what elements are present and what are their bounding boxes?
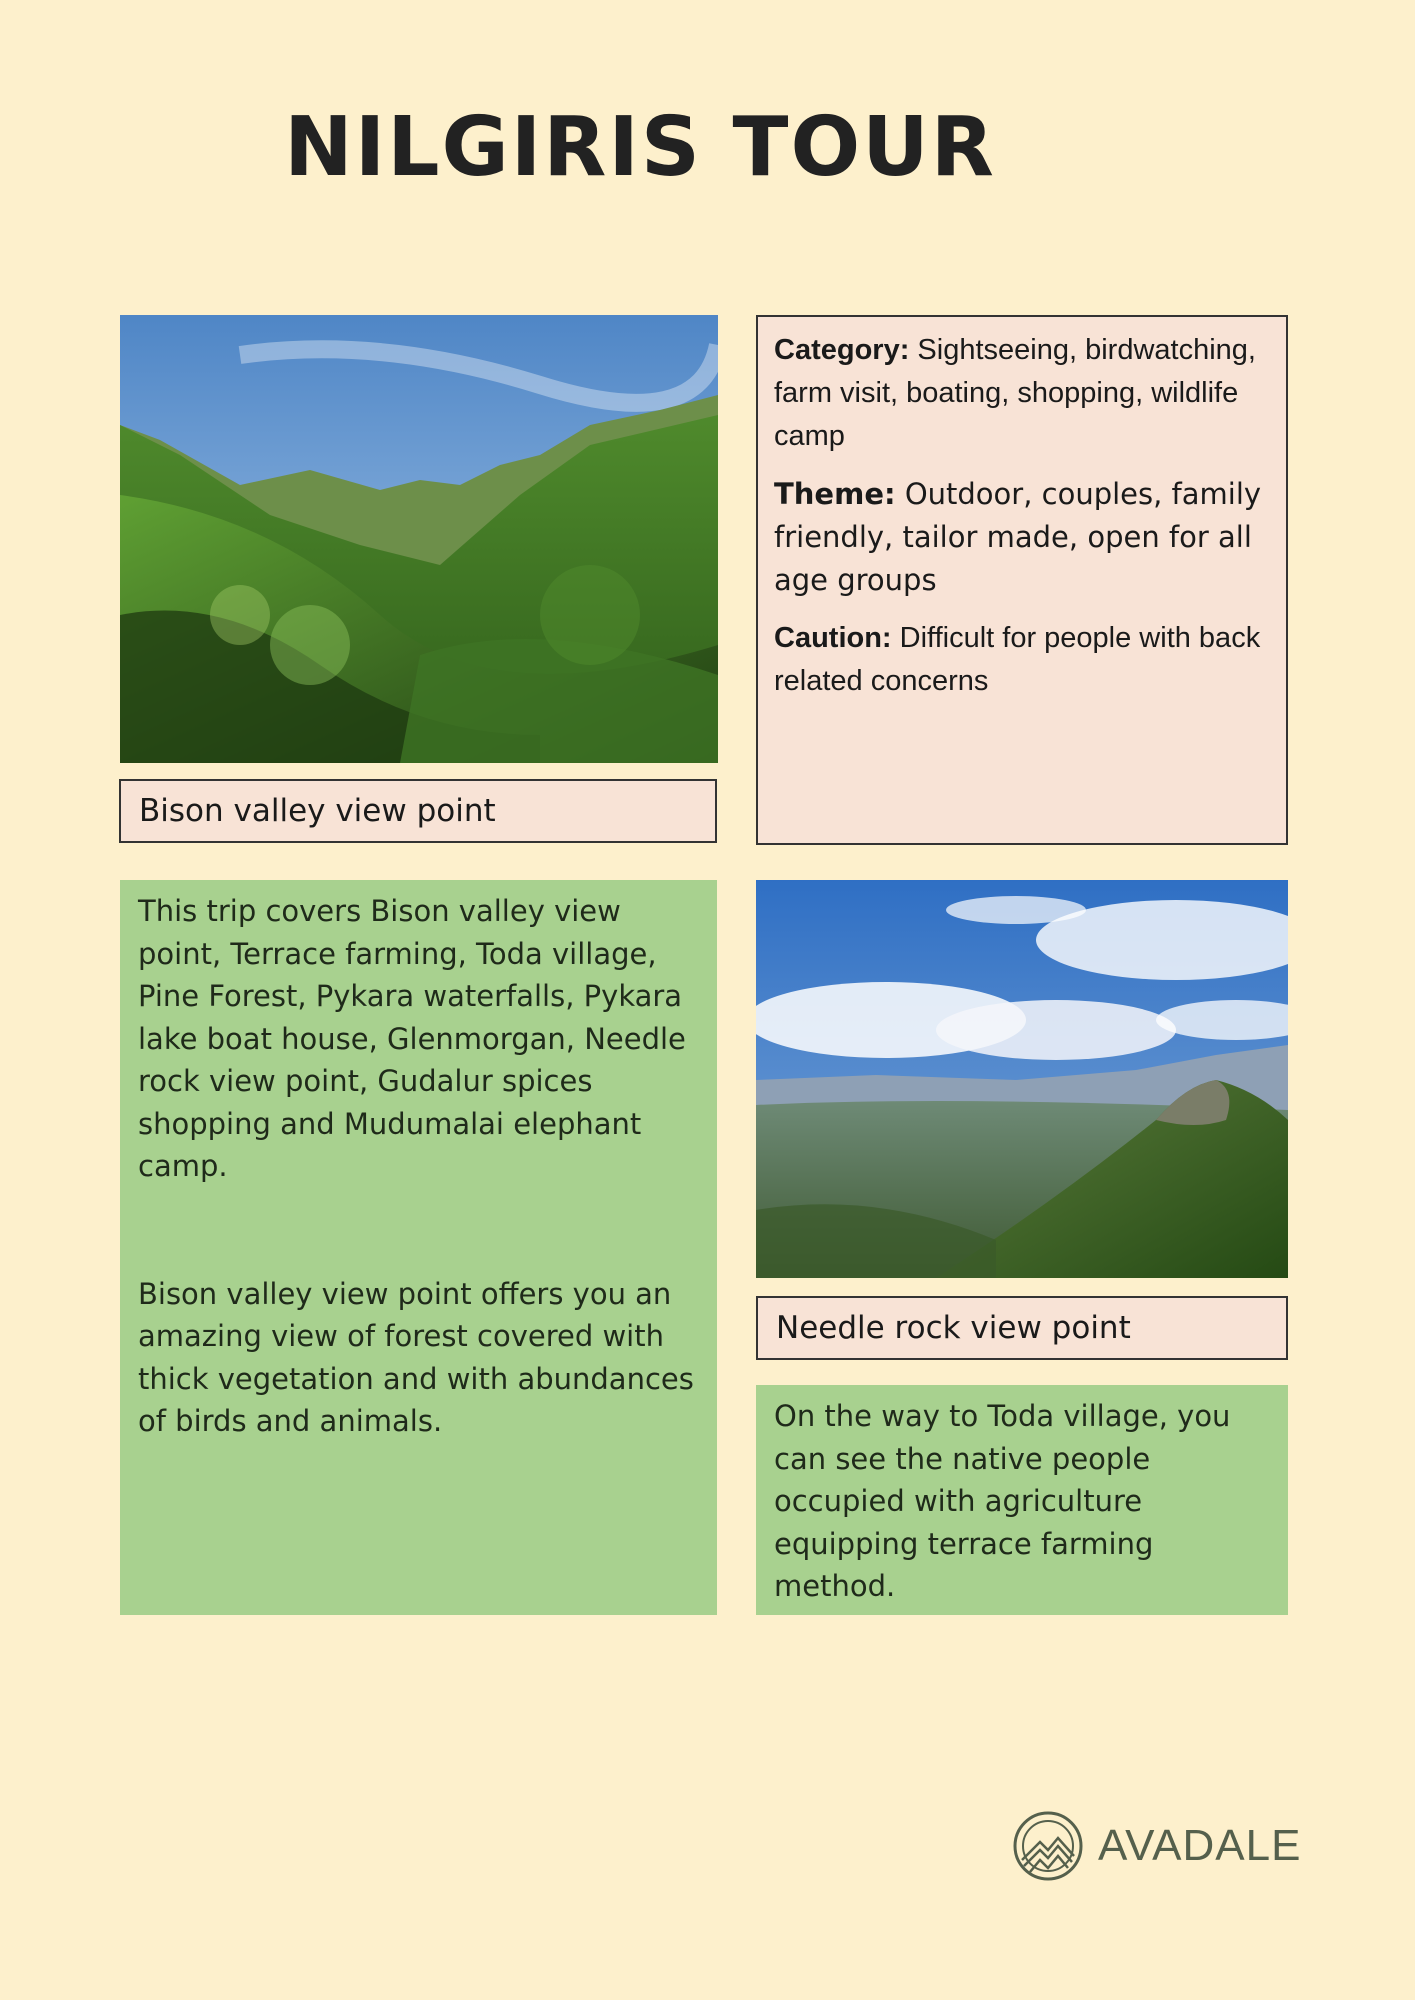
trip-description-box (120, 880, 717, 1615)
bison-valley-photo (120, 315, 718, 763)
toda-village-description-box (756, 1385, 1288, 1615)
caution-row (774, 617, 1270, 703)
needle-rock-caption: Needle rock view point (756, 1296, 1288, 1360)
theme-label: Theme: (774, 477, 896, 511)
category-value: Sightseeing, birdwatching, farm visit, boating, shopping, wildlife camp (774, 334, 1256, 452)
mountain-circle-icon (1012, 1810, 1084, 1882)
bison-valley-caption: Bison valley view point (119, 779, 717, 843)
caution-label: Caution: (774, 622, 892, 654)
tour-info-box (756, 315, 1288, 845)
theme-value: Outdoor, couples, family friendly, tailor made, open for all age groups (774, 477, 1262, 597)
avadale-logo (1012, 1810, 1301, 1882)
toda-village-description: On the way to Toda village, you can see the native people occupied with agriculture equipping terrace farming method. (774, 1399, 1231, 1603)
brand-name: AVADALE (1098, 1821, 1302, 1870)
theme-row (774, 473, 1270, 602)
bison-valley-description: Bison valley view point offers you an amazing view of forest covered with thick vegetation and with abundances of birds and animals. (138, 1276, 694, 1438)
needle-rock-photo (756, 880, 1288, 1278)
category-row (774, 329, 1270, 458)
category-label: Category: (774, 334, 910, 366)
page-title: NILGIRIS TOUR (284, 100, 996, 195)
caution-value: Difficult for people with back related concerns (774, 622, 1261, 697)
trip-description-text: This trip covers Bison valley view point, Terrace farming, Toda village, Pine Forest, Pykara waterfalls, Pykara lake boat house, Glenmorgan, Needle rock view point, Gudalur spices shopping and Mudumalai elephant camp. (138, 894, 686, 1183)
